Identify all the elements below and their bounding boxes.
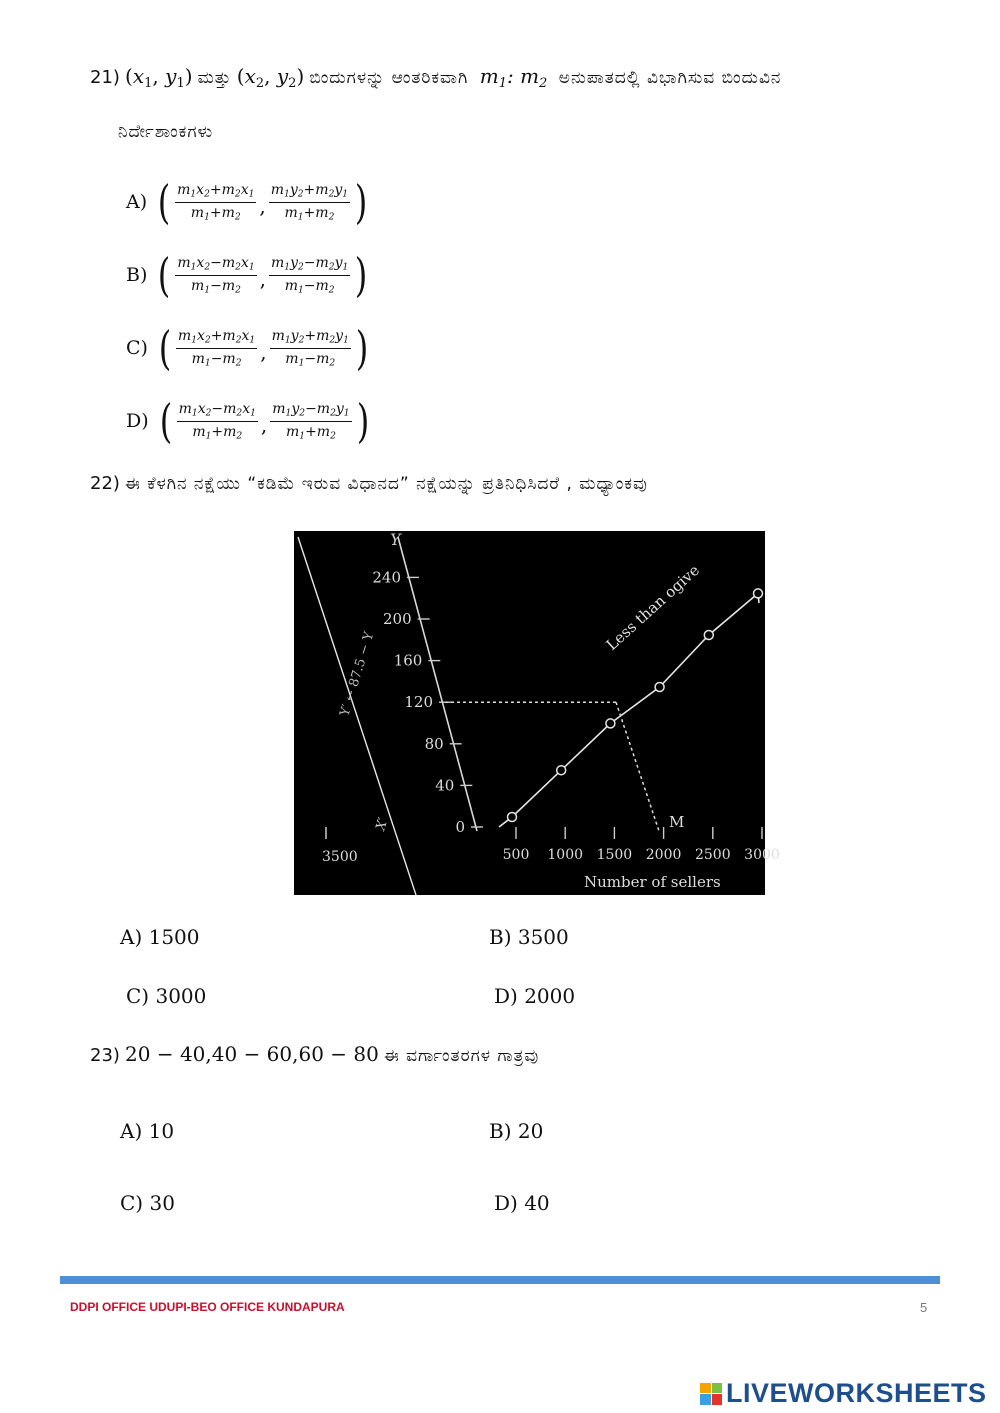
median-guides — [445, 702, 659, 831]
numerator-x: $m_1x_2+m_2x_1$ — [176, 328, 257, 349]
fraction-x — [176, 328, 257, 368]
q22-text: ಈ ಕೆಳಗಿನ ನಕ್ಷೆಯು “ಕಡಿಮೆ ಇರುವ ವಿಧಾನದ” ನಕ್ಷೆಯನ್ನು ಪ್ರತಿನಿಧಿಸಿದರೆ , ಮಧ್ಯಾಂಕವು — [125, 474, 648, 494]
footer-office: DDPI OFFICE UDUPI-BEO OFFICE KUNDAPURA — [70, 1300, 345, 1314]
comma: , — [259, 267, 266, 291]
option-label: C) — [120, 1191, 150, 1215]
numerator-y: $m_1y_2-m_2y_1$ — [269, 255, 350, 276]
ogive-chart-svg — [294, 530, 780, 895]
ogive-point — [655, 683, 664, 692]
fraction-y — [270, 328, 351, 368]
y-tick-label: 120 — [404, 693, 433, 712]
q23-text: ಈ ವರ್ಗಾಂತರಗಳ ಗಾತ್ರವು — [383, 1046, 540, 1066]
option-label: B) — [489, 925, 518, 949]
numerator-x: $m_1x_2-m_2x_1$ — [177, 401, 258, 422]
median-vertical-guide — [616, 702, 659, 831]
left-paren: ( — [157, 175, 171, 229]
ogive-point — [754, 589, 763, 598]
option-label: A) — [120, 1119, 149, 1143]
option-value: 3000 — [155, 984, 207, 1008]
denominator-x: $m_1+m_2$ — [190, 204, 241, 223]
option-label: D) — [126, 410, 149, 432]
q21-header — [90, 64, 781, 91]
q22-option-b[interactable] — [489, 925, 569, 949]
x-ticks — [503, 827, 780, 863]
left-paren: ( — [158, 248, 171, 302]
option-label: B) — [126, 264, 148, 286]
q22-header — [90, 473, 648, 494]
brand-text: LIVEWORKSHEETS — [726, 1378, 987, 1408]
footer-bar — [60, 1276, 940, 1284]
y-axis-label: Y — [390, 530, 401, 549]
x-tick-label: 500 — [502, 847, 530, 863]
rotated-axis-label: Y′ ← 87.5 − Y — [337, 630, 378, 719]
denominator-y: $m_1+m_2$ — [284, 204, 335, 223]
x-tick-label: 1000 — [547, 847, 584, 863]
option-value: 1500 — [148, 925, 200, 949]
liveworksheets-logo-icon — [700, 1383, 722, 1405]
x-prime-label: X′ — [373, 816, 392, 833]
option-label: B) — [489, 1119, 518, 1143]
denominator-x: $m_1-m_2$ — [191, 277, 241, 296]
fraction-y — [270, 401, 351, 441]
fraction-x — [175, 182, 256, 222]
fraction-x — [177, 401, 258, 441]
option-label: C) — [126, 337, 148, 359]
option-value: 30 — [149, 1191, 175, 1215]
q21-text-a: ಬಿಂದುಗಳನ್ನು ಆಂತರಿಕವಾಗಿ — [309, 68, 469, 88]
y-tick-label: 160 — [393, 651, 423, 670]
q21-text-c: ನಿರ್ದೇಶಾಂಕಗಳು — [118, 122, 214, 142]
q22-option-a[interactable] — [120, 925, 200, 949]
fraction-y — [269, 182, 350, 222]
y-tick-label: 0 — [455, 818, 465, 836]
option-label: D) — [494, 984, 525, 1008]
q22-option-d[interactable] — [494, 984, 575, 1008]
x-tick-label: 2500 — [694, 847, 731, 863]
q21-option-d[interactable] — [126, 391, 372, 451]
fraction-y — [269, 255, 350, 295]
numerator-x: $m_1x_2+m_2x_1$ — [175, 182, 256, 203]
q21-conj: ಮತ್ತು — [197, 68, 232, 88]
ogive-point — [508, 813, 517, 822]
liveworksheets-brand — [700, 1378, 987, 1409]
q23-option-a[interactable] — [120, 1119, 174, 1143]
option-label: C) — [126, 984, 156, 1008]
q21-ratio: $m_1$: $m_2$ — [473, 64, 548, 91]
q23-option-c[interactable] — [120, 1191, 175, 1215]
left-tick-label: 3500 — [322, 849, 358, 865]
numerator-x: $m_1x_2-m_2x_1$ — [175, 255, 256, 276]
q23-option-b[interactable] — [489, 1119, 543, 1143]
option-value: 10 — [148, 1119, 175, 1143]
q23-header — [90, 1042, 539, 1066]
x-tick-label: 3000 — [744, 847, 780, 863]
x-tick-label: 2000 — [645, 847, 682, 863]
denominator-y: $m_1-m_2$ — [284, 277, 335, 296]
y-tick-label: 240 — [372, 568, 401, 587]
right-paren: ) — [356, 394, 369, 448]
option-value: 2000 — [524, 984, 576, 1008]
right-paren: ) — [355, 248, 368, 302]
x-tick-label: 1500 — [596, 847, 633, 863]
q22-number: 22) — [90, 473, 120, 494]
denominator-y: $m_1+m_2$ — [285, 423, 336, 442]
q21-point2: ($x_2$, $y_2$) — [236, 64, 305, 91]
option-label: A) — [126, 191, 148, 213]
option-value: 40 — [524, 1191, 550, 1215]
left-paren: ( — [159, 394, 172, 448]
numerator-y: $m_1y_2+m_2y_1$ — [269, 182, 350, 203]
x-axis-label: Number of sellers — [584, 873, 721, 891]
numerator-y: $m_1y_2-m_2y_1$ — [270, 401, 351, 422]
comma: , — [259, 194, 266, 218]
y-tick-label: 200 — [383, 610, 412, 628]
q21-number: 21) — [90, 67, 120, 88]
left-paren: ( — [158, 321, 172, 375]
option-label: D) — [494, 1191, 525, 1215]
comma: , — [260, 413, 268, 437]
ogive-point — [557, 766, 566, 775]
q21-point1: ($x_1$, $y_1$) — [125, 64, 193, 91]
median-marker: M — [669, 813, 685, 831]
y-tick-label: 40 — [435, 776, 455, 795]
option-value: 3500 — [517, 925, 569, 949]
option-label: A) — [120, 925, 149, 949]
left-slant-line — [298, 537, 416, 895]
fraction-x — [175, 255, 256, 295]
q21-text-b: ಅನುಪಾತದಲ್ಲಿ ವಿಭಾಗಿಸುವ ಬಿಂದುವಿನ — [558, 68, 782, 88]
q21-option-b[interactable] — [126, 245, 370, 305]
denominator-x: $m_1+m_2$ — [192, 423, 243, 442]
numerator-y: $m_1y_2+m_2y_1$ — [270, 328, 351, 349]
option-value: 20 — [517, 1119, 544, 1143]
ogive-point — [704, 631, 713, 640]
y-ticks — [372, 568, 483, 836]
denominator-x: $m_1-m_2$ — [191, 350, 242, 369]
ogive-chart — [294, 530, 780, 895]
page-number: 5 — [920, 1300, 928, 1315]
q23-number: 23) — [90, 1045, 120, 1066]
q22-option-c[interactable] — [126, 984, 206, 1008]
right-paren: ) — [354, 175, 368, 229]
q21-option-c[interactable] — [126, 318, 371, 378]
right-paren: ) — [355, 321, 369, 375]
q21-option-a[interactable] — [126, 172, 370, 232]
curve-label: Less than ogive — [602, 561, 703, 654]
y-tick-label: 80 — [424, 734, 444, 753]
q23-option-d[interactable] — [494, 1191, 550, 1215]
comma: , — [260, 340, 267, 364]
denominator-y: $m_1-m_2$ — [285, 350, 336, 369]
q23-expr: 20 − 40,40 − 60,60 − 80 — [125, 1042, 379, 1066]
ogive-point — [606, 719, 615, 728]
